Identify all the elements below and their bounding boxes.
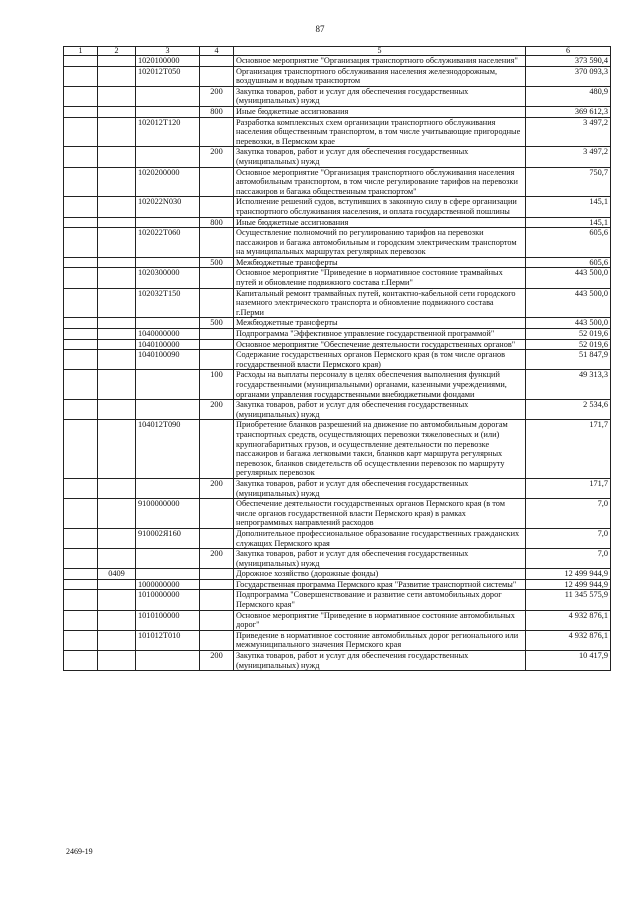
item-name-cell: Межбюджетные трансферты <box>234 257 526 268</box>
item-name-cell: Осуществление полномочий по регулированию тарифов на перевозки пассажиров и багажа автомобильным и городским электрическим транспортом на муниципальных маршрутах регулярных перевозок <box>234 228 526 258</box>
expense-type-cell: 200 <box>200 147 234 167</box>
table-row <box>64 499 611 529</box>
expense-type-cell <box>200 579 234 590</box>
target-article-cell: 102022N030 <box>136 197 200 217</box>
item-name-cell: Основное мероприятие "Обеспечение деятельности государственных органов" <box>234 339 526 350</box>
section-cell <box>64 228 98 258</box>
section-cell <box>64 630 98 650</box>
amount-cell: 3 497,2 <box>526 117 611 147</box>
expense-type-cell <box>200 66 234 86</box>
section-cell <box>64 217 98 228</box>
section-cell <box>64 651 98 671</box>
table-row <box>64 370 611 400</box>
table-row <box>64 610 611 630</box>
item-name-cell: Закупка товаров, работ и услуг для обеспечения государственных (муниципальных) нужд <box>234 549 526 569</box>
table-row <box>64 318 611 329</box>
section-cell <box>64 288 98 318</box>
column-number: 3 <box>136 47 200 56</box>
expense-type-cell <box>200 630 234 650</box>
section-cell <box>64 117 98 147</box>
item-name-cell: Капитальный ремонт трамвайных путей, контактно-кабельной сети городского наземного электрического транспорта и обновление подвижного состава г.Перми <box>234 288 526 318</box>
column-number: 2 <box>98 47 136 56</box>
target-article-cell: 102032Т150 <box>136 288 200 318</box>
target-article-cell: 1020300000 <box>136 268 200 288</box>
item-name-cell: Основное мероприятие "Приведение в нормативное состояние трамвайных путей и обновление подвижного состава г.Перми" <box>234 268 526 288</box>
target-article-cell: 1040000000 <box>136 329 200 340</box>
table-row <box>64 590 611 610</box>
item-name-cell: Закупка товаров, работ и услуг для обеспечения государственных (муниципальных) нужд <box>234 478 526 498</box>
amount-cell: 373 590,4 <box>526 56 611 67</box>
target-article-cell: 1010100000 <box>136 610 200 630</box>
expense-type-cell: 200 <box>200 478 234 498</box>
expense-type-cell <box>200 268 234 288</box>
subsection-cell <box>98 217 136 228</box>
item-name-cell: Закупка товаров, работ и услуг для обеспечения государственных (муниципальных) нужд <box>234 147 526 167</box>
subsection-cell <box>98 350 136 370</box>
amount-cell: 52 019,6 <box>526 329 611 340</box>
subsection-cell <box>98 117 136 147</box>
expense-type-cell <box>200 56 234 67</box>
table-row <box>64 569 611 580</box>
subsection-cell <box>98 167 136 197</box>
table-row <box>64 86 611 106</box>
section-cell <box>64 66 98 86</box>
table-row <box>64 106 611 117</box>
section-cell <box>64 197 98 217</box>
item-name-cell: Обеспечение деятельности государственных органов Пермского края (в том числе органов государственной власти Пермского края) в рамках непрограммных направлений расходов <box>234 499 526 529</box>
amount-cell: 12 499 944,9 <box>526 579 611 590</box>
amount-cell: 369 612,3 <box>526 106 611 117</box>
expense-type-cell <box>200 569 234 580</box>
target-article-cell: 101012Т010 <box>136 630 200 650</box>
item-name-cell: Подпрограмма "Совершенствование и развитие сети автомобильных дорог Пермского края" <box>234 590 526 610</box>
amount-cell: 443 500,0 <box>526 268 611 288</box>
target-article-cell: 1020100000 <box>136 56 200 67</box>
target-article-cell <box>136 318 200 329</box>
item-name-cell: Основное мероприятие "Организация транспортного обслуживания населения" <box>234 56 526 67</box>
item-name-cell: Исполнение решений судов, вступивших в законную силу в сфере организации транспортного обслуживания населения, и оплата государственной пошлины <box>234 197 526 217</box>
expense-type-cell: 800 <box>200 106 234 117</box>
subsection-cell <box>98 228 136 258</box>
target-article-cell <box>136 569 200 580</box>
expense-type-cell: 100 <box>200 370 234 400</box>
table-row <box>64 268 611 288</box>
target-article-cell <box>136 257 200 268</box>
item-name-cell: Приведение в нормативное состояние автомобильных дорог регионального или межмуниципального значения Пермского края <box>234 630 526 650</box>
section-cell <box>64 370 98 400</box>
section-cell <box>64 499 98 529</box>
section-cell <box>64 549 98 569</box>
expense-type-cell <box>200 288 234 318</box>
section-cell <box>64 339 98 350</box>
item-name-cell: Межбюджетные трансферты <box>234 318 526 329</box>
subsection-cell <box>98 339 136 350</box>
section-cell <box>64 569 98 580</box>
amount-cell: 370 093,3 <box>526 66 611 86</box>
column-number: 6 <box>526 47 611 56</box>
target-article-cell <box>136 370 200 400</box>
target-article-cell: 102022Т060 <box>136 228 200 258</box>
subsection-cell <box>98 630 136 650</box>
expense-type-cell <box>200 339 234 350</box>
expense-type-cell: 200 <box>200 400 234 420</box>
amount-cell: 7,0 <box>526 528 611 548</box>
table-row <box>64 420 611 479</box>
item-name-cell: Государственная программа Пермского края "Развитие транспортной системы" <box>234 579 526 590</box>
section-cell <box>64 86 98 106</box>
item-name-cell: Закупка товаров, работ и услуг для обеспечения государственных (муниципальных) нужд <box>234 86 526 106</box>
table-header-row <box>64 47 611 56</box>
expense-type-cell: 800 <box>200 217 234 228</box>
expense-type-cell: 200 <box>200 549 234 569</box>
subsection-cell <box>98 478 136 498</box>
target-article-cell: 1010000000 <box>136 590 200 610</box>
amount-cell: 443 500,0 <box>526 288 611 318</box>
subsection-cell <box>98 610 136 630</box>
item-name-cell: Закупка товаров, работ и услуг для обеспечения государственных (муниципальных) нужд <box>234 651 526 671</box>
table-row <box>64 329 611 340</box>
item-name-cell: Дополнительное профессиональное образование государственных гражданских служащих Пермского края <box>234 528 526 548</box>
subsection-cell <box>98 66 136 86</box>
section-cell <box>64 590 98 610</box>
document-code: 2469-19 <box>66 847 93 856</box>
target-article-cell <box>136 400 200 420</box>
expense-type-cell <box>200 167 234 197</box>
item-name-cell: Организация транспортного обслуживания населения железнодорожным, воздушным и водным транспортом <box>234 66 526 86</box>
section-cell <box>64 420 98 479</box>
subsection-cell <box>98 147 136 167</box>
amount-cell: 605,6 <box>526 228 611 258</box>
expense-type-cell <box>200 610 234 630</box>
amount-cell: 51 847,9 <box>526 350 611 370</box>
table-row <box>64 288 611 318</box>
section-cell <box>64 268 98 288</box>
column-number: 5 <box>234 47 526 56</box>
expense-type-cell <box>200 228 234 258</box>
expense-type-cell <box>200 420 234 479</box>
subsection-cell <box>98 197 136 217</box>
expense-type-cell <box>200 590 234 610</box>
expense-type-cell: 500 <box>200 257 234 268</box>
subsection-cell <box>98 528 136 548</box>
target-article-cell <box>136 106 200 117</box>
item-name-cell: Основное мероприятие "Организация транспортного обслуживания населения автомобильным транспортом, в том числе регулирование тарифов на перевозки пассажиров и багажа общественным транспортом" <box>234 167 526 197</box>
item-name-cell: Иные бюджетные ассигнования <box>234 106 526 117</box>
table-row <box>64 350 611 370</box>
expense-type-cell <box>200 499 234 529</box>
amount-cell: 145,1 <box>526 197 611 217</box>
target-article-cell: 1040100090 <box>136 350 200 370</box>
subsection-cell <box>98 329 136 340</box>
table-row <box>64 217 611 228</box>
column-number: 4 <box>200 47 234 56</box>
amount-cell: 171,7 <box>526 420 611 479</box>
target-article-cell <box>136 147 200 167</box>
subsection-cell <box>98 56 136 67</box>
amount-cell: 605,6 <box>526 257 611 268</box>
table-row <box>64 147 611 167</box>
target-article-cell: 1040100000 <box>136 339 200 350</box>
table-row <box>64 400 611 420</box>
amount-cell: 10 417,9 <box>526 651 611 671</box>
item-name-cell: Основное мероприятие "Приведение в нормативное состояние автомобильных дорог" <box>234 610 526 630</box>
amount-cell: 4 932 876,1 <box>526 630 611 650</box>
target-article-cell: 102012Т050 <box>136 66 200 86</box>
item-name-cell: Расходы на выплаты персоналу в целях обеспечения выполнения функций государственными (муниципальными) органами, казенными учреждениями, органами управления государственными внебюджетными фондами <box>234 370 526 400</box>
target-article-cell <box>136 651 200 671</box>
subsection-cell <box>98 579 136 590</box>
subsection-cell <box>98 86 136 106</box>
target-article-cell: 1020200000 <box>136 167 200 197</box>
section-cell <box>64 106 98 117</box>
page-number: 87 <box>315 24 325 34</box>
table-row <box>64 228 611 258</box>
item-name-cell: Дорожное хозяйство (дорожные фонды) <box>234 569 526 580</box>
item-name-cell: Разработка комплексных схем организации транспортного обслуживания населения общественным транспортом, в том числе учитывающие пригородные перевозки, в Пермском крае <box>234 117 526 147</box>
section-cell <box>64 400 98 420</box>
subsection-cell <box>98 106 136 117</box>
subsection-cell <box>98 400 136 420</box>
target-article-cell: 104012Т090 <box>136 420 200 479</box>
subsection-cell <box>98 268 136 288</box>
section-cell <box>64 478 98 498</box>
item-name-cell: Подпрограмма "Эффективное управление государственной программой" <box>234 329 526 340</box>
expense-type-cell <box>200 197 234 217</box>
expense-type-cell <box>200 528 234 548</box>
subsection-cell <box>98 318 136 329</box>
amount-cell: 171,7 <box>526 478 611 498</box>
subsection-cell: 0409 <box>98 569 136 580</box>
expense-type-cell <box>200 117 234 147</box>
expense-type-cell: 200 <box>200 651 234 671</box>
amount-cell: 11 345 575,9 <box>526 590 611 610</box>
item-name-cell: Иные бюджетные ассигнования <box>234 217 526 228</box>
subsection-cell <box>98 590 136 610</box>
amount-cell: 7,0 <box>526 549 611 569</box>
target-article-cell <box>136 478 200 498</box>
amount-cell: 145,1 <box>526 217 611 228</box>
table-row <box>64 478 611 498</box>
section-cell <box>64 528 98 548</box>
subsection-cell <box>98 370 136 400</box>
amount-cell: 750,7 <box>526 167 611 197</box>
section-cell <box>64 610 98 630</box>
item-name-cell: Содержание государственных органов Пермского края (в том числе органов государственной власти Пермского края) <box>234 350 526 370</box>
table-row <box>64 579 611 590</box>
subsection-cell <box>98 420 136 479</box>
target-article-cell: 910002Я160 <box>136 528 200 548</box>
table-row <box>64 549 611 569</box>
amount-cell: 4 932 876,1 <box>526 610 611 630</box>
amount-cell: 443 500,0 <box>526 318 611 329</box>
section-cell <box>64 167 98 197</box>
budget-table <box>63 46 611 671</box>
table-row <box>64 56 611 67</box>
target-article-cell <box>136 217 200 228</box>
table-row <box>64 528 611 548</box>
amount-cell: 480,9 <box>526 86 611 106</box>
section-cell <box>64 147 98 167</box>
amount-cell: 2 534,6 <box>526 400 611 420</box>
item-name-cell: Приобретение бланков разрешений на движение по автомобильным дорогам транспортных средств, осуществляющих перевозки тяжеловесных и (или) крупногабаритных грузов, и осуществление деятельности по перевозке пассажиров и багажа легковыми такси, бланков карт маршрута регулярных перевозок, бланков свидетельств об осуществлении перевозок по маршруту регулярных перевозок <box>234 420 526 479</box>
table-row <box>64 66 611 86</box>
section-cell <box>64 350 98 370</box>
subsection-cell <box>98 257 136 268</box>
table-row <box>64 117 611 147</box>
expense-type-cell <box>200 350 234 370</box>
subsection-cell <box>98 549 136 569</box>
target-article-cell <box>136 86 200 106</box>
target-article-cell: 9100000000 <box>136 499 200 529</box>
section-cell <box>64 56 98 67</box>
table-row <box>64 339 611 350</box>
target-article-cell: 1000000000 <box>136 579 200 590</box>
section-cell <box>64 257 98 268</box>
amount-cell: 52 019,6 <box>526 339 611 350</box>
section-cell <box>64 579 98 590</box>
expense-type-cell <box>200 329 234 340</box>
table-row <box>64 167 611 197</box>
target-article-cell: 102012Т120 <box>136 117 200 147</box>
subsection-cell <box>98 651 136 671</box>
amount-cell: 3 497,2 <box>526 147 611 167</box>
item-name-cell: Закупка товаров, работ и услуг для обеспечения государственных (муниципальных) нужд <box>234 400 526 420</box>
table-row <box>64 630 611 650</box>
subsection-cell <box>98 288 136 318</box>
expense-type-cell: 200 <box>200 86 234 106</box>
target-article-cell <box>136 549 200 569</box>
expense-type-cell: 500 <box>200 318 234 329</box>
table-row <box>64 257 611 268</box>
subsection-cell <box>98 499 136 529</box>
amount-cell: 12 499 944,9 <box>526 569 611 580</box>
table-row <box>64 197 611 217</box>
column-number: 1 <box>64 47 98 56</box>
section-cell <box>64 318 98 329</box>
section-cell <box>64 329 98 340</box>
table-row <box>64 651 611 671</box>
amount-cell: 49 313,3 <box>526 370 611 400</box>
amount-cell: 7,0 <box>526 499 611 529</box>
